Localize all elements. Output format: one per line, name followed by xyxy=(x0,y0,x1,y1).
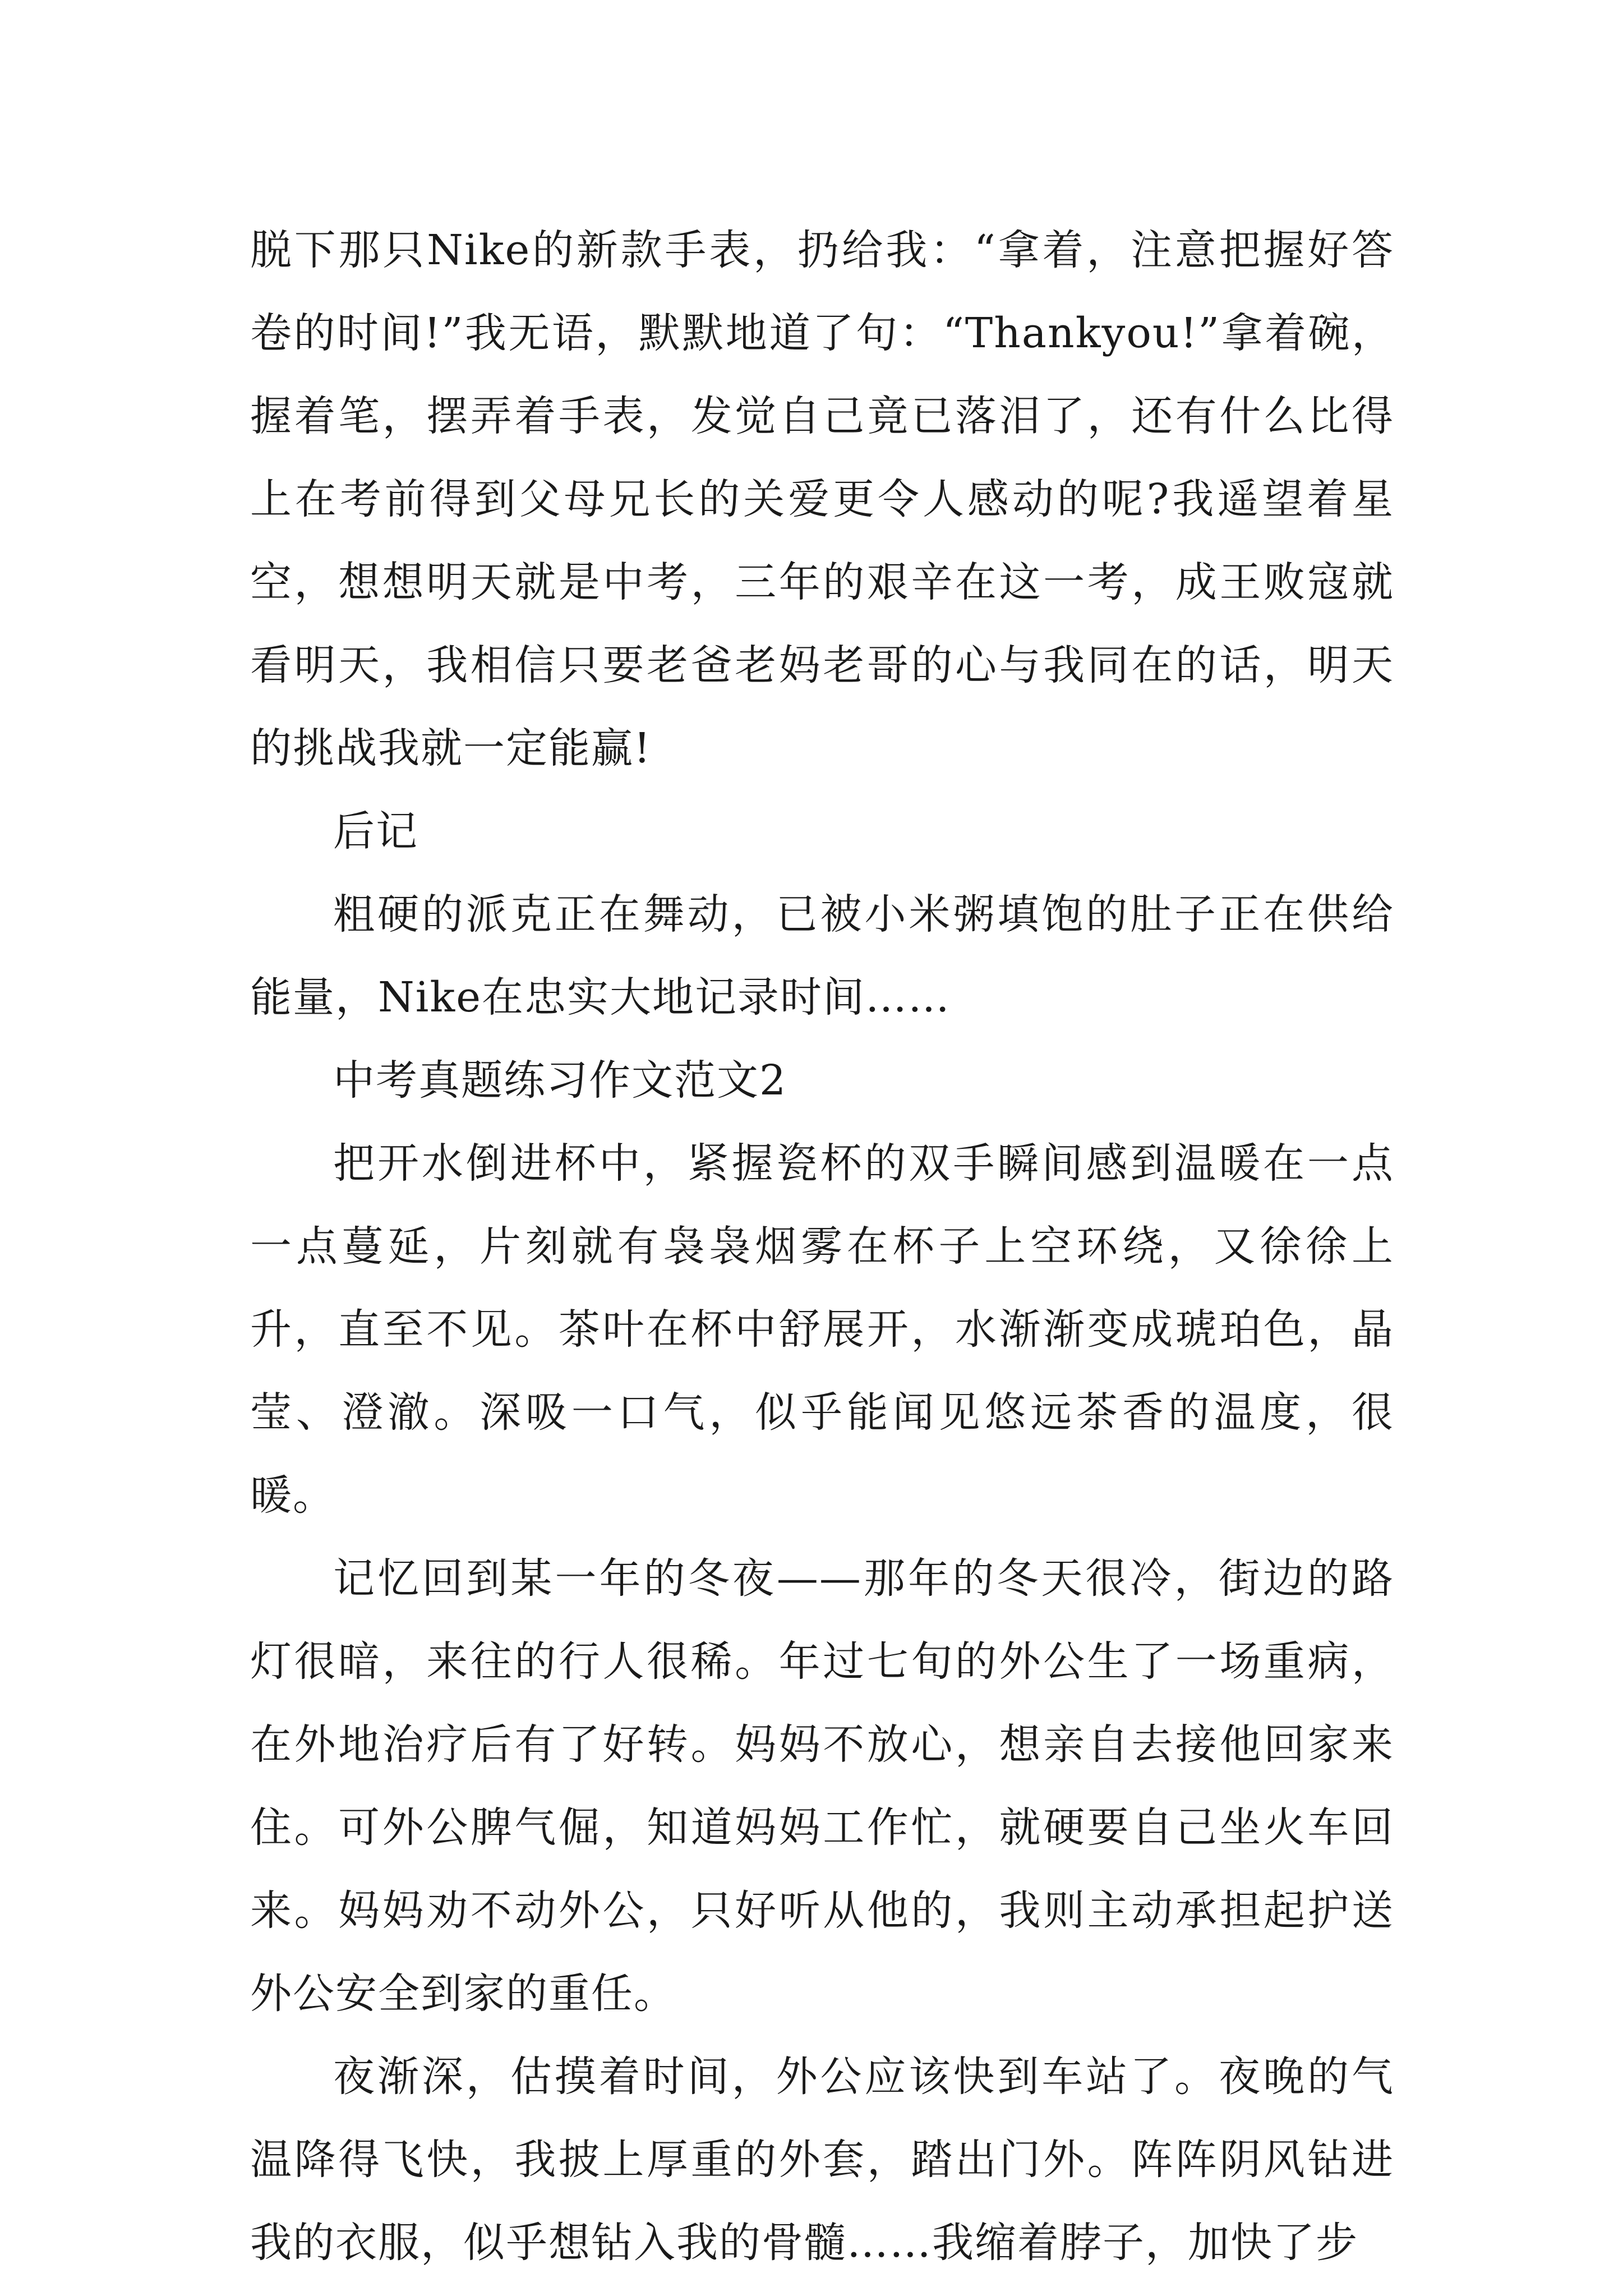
essay-title: 中考真题练习作文范文2 xyxy=(333,1056,787,1105)
section-heading-postscript: 后记 xyxy=(333,807,418,855)
paragraph: 夜渐深，估摸着时间，外公应该快到车站了。夜晚的气温降得飞快，我披上厚重的外套，踏出门外。阵阵阴风钻进我的衣服，似乎想钻入我的骨髓……我缩着脖子，加快了步 xyxy=(250,2053,1394,2267)
paragraph: 粗硬的派克正在舞动，已被小米粥填饱的肚子正在供给能量，Nike在忠实大地记录时间…… xyxy=(250,890,1394,1022)
paragraph: 把开水倒进杯中，紧握瓷杯的双手瞬间感到温暖在一点一点蔓延，片刻就有袅袅烟雾在杯子上空环绕，又徐徐上升，直至不见。茶叶在杯中舒展开，水渐渐变成琥珀色，晶莹、澄澈。深吸一口气，似乎能闻见悠远茶香的温度，很暖。 xyxy=(250,1139,1394,1520)
paragraph: 脱下那只Nike的新款手表，扔给我：“拿着，注意把握好答卷的时间!”我无语，默默地道了句：“Thankyou!”拿着碗，握着笔，摆弄着手表，发觉自己竟已落泪了，还有什么比得上在考前得到父母兄长的关爱更令人感动的呢?我遥望着星空，想想明天就是中考，三年的艰辛在这一考，成王败寇就看明天，我相信只要老爸老妈老哥的心与我同在的话，明天的挑战我就一定能赢! xyxy=(250,226,1394,772)
paragraph: 记忆回到某一年的冬夜——那年的冬天很冷，街边的路灯很暗，来往的行人很稀。年过七旬的外公生了一场重病，在外地治疗后有了好转。妈妈不放心，想亲自去接他回家来住。可外公脾气倔，知道妈妈工作忙，就硬要自己坐火车回来。妈妈劝不动外公，只好听从他的，我则主动承担起护送外公安全到家的重任。 xyxy=(250,1554,1394,2018)
body-text xyxy=(250,209,1394,2284)
